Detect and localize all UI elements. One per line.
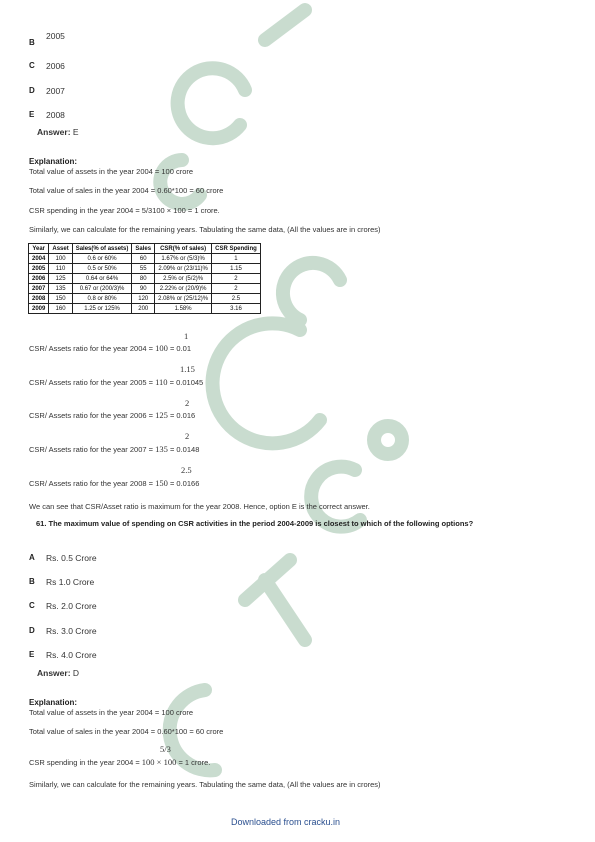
footer-download-link[interactable]: Downloaded from cracku.in: [231, 817, 341, 827]
table-cell: 0.64 or 64%: [72, 274, 132, 284]
explanation-2-line-3: CSR spending in the year 2004 = 100 × 100 = 1 crore.: [29, 757, 211, 767]
q-option-d-letter: D: [29, 626, 35, 635]
table-cell: 2009: [29, 304, 49, 314]
ratio-2007-numerator: 2: [185, 431, 190, 441]
table-row: [29, 274, 261, 284]
table-cell: 2.09% or (23/11)%: [155, 264, 212, 274]
explanation-1-line-4: Similarly, we can calculate for the remaining years. Tabulating the same data, (All the values are in crores): [29, 225, 381, 234]
table-cell: 135: [49, 284, 72, 294]
table-cell: 2.5: [212, 294, 261, 304]
table-cell: 2007: [29, 284, 49, 294]
table-cell: 2006: [29, 274, 49, 284]
q-option-b-letter: B: [29, 577, 35, 586]
explanation-1-line-3: CSR spending in the year 2004 = 5/3100 × 100 = 1 crore.: [29, 206, 220, 215]
table-row: [29, 284, 261, 294]
table-cell: 1.15: [212, 264, 261, 274]
table-header-cell: Sales: [132, 244, 155, 254]
table-header-cell: Sales(% of assets): [72, 244, 132, 254]
explanation-2-line-2: Total value of sales in the year 2004 = 0.60*100 = 60 crore: [29, 727, 224, 736]
conclusion-text: We can see that CSR/Asset ratio is maximum for the year 2008. Hence, option E is the correct answer.: [29, 502, 370, 511]
q-option-b-text: Rs 1.0 Crore: [46, 577, 95, 587]
table-cell: 200: [132, 304, 155, 314]
table-cell: 80: [132, 274, 155, 284]
table-row: [29, 264, 261, 274]
answer-2: Answer: D: [37, 668, 80, 678]
table-cell: 2.22% or (20/9)%: [155, 284, 212, 294]
table-header-row: [29, 244, 261, 254]
table-cell: 2004: [29, 254, 49, 264]
explanation-2-fraction-numerator: 5/3: [160, 744, 171, 754]
ratio-2008-line: CSR/ Assets ratio for the year 2008 = 150 = 0.0166: [29, 478, 200, 488]
option-b-text: 2005: [46, 31, 65, 41]
explanation-1-line-2: Total value of sales in the year 2004 = 0.60*100 = 60 crore: [29, 186, 224, 195]
table-row: [29, 304, 261, 314]
option-b-letter: B: [29, 38, 35, 47]
table-cell: 55: [132, 264, 155, 274]
q-option-d-text: Rs. 3.0 Crore: [46, 626, 97, 636]
table-header-cell: CSR Spending: [212, 244, 261, 254]
q-option-c-letter: C: [29, 601, 35, 610]
q-option-a-letter: A: [29, 553, 35, 562]
table-header-cell: Asset: [49, 244, 72, 254]
table-cell: 2: [212, 284, 261, 294]
table-cell: 2.5% or (5/2)%: [155, 274, 212, 284]
ratio-2005-numerator: 1.15: [180, 364, 195, 374]
q-option-e-letter: E: [29, 650, 35, 659]
ratio-2006-numerator: 2: [185, 398, 190, 408]
table-cell: 0.5 or 50%: [72, 264, 132, 274]
option-e-letter: E: [29, 110, 35, 119]
csr-data-table: [28, 243, 261, 314]
ratio-2005-line: CSR/ Assets ratio for the year 2005 = 110 = 0.01045: [29, 377, 204, 387]
table-cell: 2.08% or (25/12)%: [155, 294, 212, 304]
table-cell: 0.67 or (200/3)%: [72, 284, 132, 294]
table-cell: 1.67% or (5/3)%: [155, 254, 212, 264]
table-cell: 120: [132, 294, 155, 304]
ratio-2007-line: CSR/ Assets ratio for the year 2007 = 135 = 0.0148: [29, 444, 200, 454]
table-cell: 150: [49, 294, 72, 304]
explanation-2-line-4: Similarly, we can calculate for the remaining years. Tabulating the same data, (All the values are in crores): [29, 780, 381, 789]
option-c-text: 2006: [46, 61, 65, 71]
table-cell: 0.6 or 60%: [72, 254, 132, 264]
option-c-letter: C: [29, 61, 35, 70]
explanation-1-title: Explanation:: [29, 157, 78, 166]
table-cell: 110: [49, 264, 72, 274]
ratio-2008-numerator: 2.5: [181, 465, 192, 475]
question-61: 61. The maximum value of spending on CSR activities in the period 2004-2009 is closest to which of the following options?: [36, 519, 474, 528]
table-cell: 0.8 or 80%: [72, 294, 132, 304]
ratio-2004-line: CSR/ Assets ratio for the year 2004 = 100 = 0.01: [29, 343, 192, 353]
option-e-text: 2008: [46, 110, 65, 120]
table-cell: 2: [212, 274, 261, 284]
table-cell: 90: [132, 284, 155, 294]
table-header-cell: Year: [29, 244, 49, 254]
table-cell: 1.58%: [155, 304, 212, 314]
ratio-2004-numerator: 1: [184, 331, 189, 341]
q-option-e-text: Rs. 4.0 Crore: [46, 650, 97, 660]
table-cell: 60: [132, 254, 155, 264]
table-cell: 160: [49, 304, 72, 314]
explanation-1-line-1: Total value of assets in the year 2004 = 100 crore: [29, 167, 194, 176]
q-option-a-text: Rs. 0.5 Crore: [46, 553, 97, 563]
option-d-text: 2007: [46, 86, 65, 96]
table-header-cell: CSR(% of sales): [155, 244, 212, 254]
table-cell: 2008: [29, 294, 49, 304]
table-row: [29, 294, 261, 304]
table-cell: 1.25 or 125%: [72, 304, 132, 314]
table-cell: 1: [212, 254, 261, 264]
explanation-2-line-1: Total value of assets in the year 2004 = 100 crore: [29, 708, 194, 717]
q-option-c-text: Rs. 2.0 Crore: [46, 601, 97, 611]
ratio-2006-line: CSR/ Assets ratio for the year 2006 = 125 = 0.016: [29, 410, 196, 420]
table-cell: 3.16: [212, 304, 261, 314]
table-row: [29, 254, 261, 264]
table-cell: 100: [49, 254, 72, 264]
table-cell: 2005: [29, 264, 49, 274]
table-cell: 125: [49, 274, 72, 284]
option-d-letter: D: [29, 86, 35, 95]
explanation-2-title: Explanation:: [29, 698, 78, 707]
answer-1: Answer: E: [37, 127, 79, 137]
